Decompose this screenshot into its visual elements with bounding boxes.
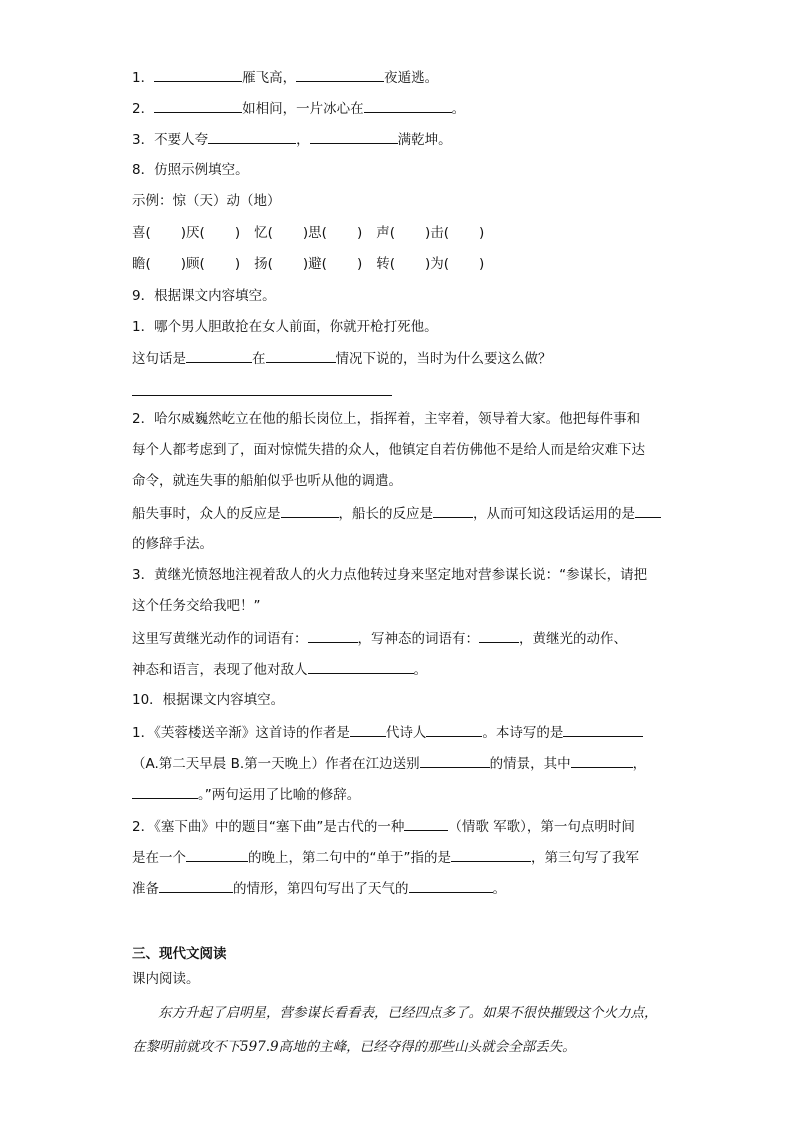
answer-blank[interactable] xyxy=(296,68,384,82)
answer-blank[interactable] xyxy=(433,504,473,518)
text: 神态和语言，表现了他对敌人 xyxy=(132,662,308,678)
answer-line[interactable] xyxy=(132,395,392,396)
q8-example: 示例：惊（天）动（地） xyxy=(132,193,281,209)
text: 。本诗写的是 xyxy=(482,725,564,741)
q9-sub2-question xyxy=(132,504,661,523)
answer-blank[interactable] xyxy=(154,99,242,113)
row-text: 声( xyxy=(376,225,395,241)
row-text: )为( xyxy=(425,256,450,272)
q9-title: 9．根据课文内容填空。 xyxy=(132,288,276,304)
row-text: ) xyxy=(479,256,485,272)
answer-blank[interactable] xyxy=(364,99,452,113)
text: （情歌 军歌），第一句点明时间 xyxy=(448,819,635,835)
text: 在 xyxy=(252,351,266,367)
q9-sub2-question-end: 的修辞手法。 xyxy=(132,536,213,552)
text: ，黄继光的动作、 xyxy=(519,631,627,647)
answer-blank[interactable] xyxy=(310,130,398,144)
answer-blank[interactable] xyxy=(350,723,386,737)
q2-line xyxy=(132,99,465,118)
text: ，第三句写了我军 xyxy=(531,850,639,866)
q9-sub3-line2: 这个任务交给我吧！” xyxy=(132,598,261,614)
q8-title: 8．仿照示例填空。 xyxy=(132,162,249,178)
answer-blank[interactable] xyxy=(479,629,519,643)
q1-text-1: 雁飞高， xyxy=(242,70,297,86)
q3-line xyxy=(132,130,452,149)
text: 。 xyxy=(413,662,427,678)
text: 代诗人 xyxy=(385,725,427,741)
row-text: ) xyxy=(356,256,363,272)
answer-blank[interactable] xyxy=(266,349,336,363)
text: 的情形，第四句写出了天气的 xyxy=(233,881,409,897)
text: 2．《塞下曲》中的题目“塞下曲”是古代的一种 xyxy=(132,819,405,835)
row-text: ) xyxy=(234,225,241,241)
answer-blank[interactable] xyxy=(186,349,252,363)
q1-number: 1． xyxy=(132,70,155,86)
q9-sub3-question-end xyxy=(132,660,427,679)
answer-blank[interactable] xyxy=(563,723,643,737)
reading-paragraph-line2: 在黎明前就攻不下597.9高地的主峰，已经夺得的那些山头就会全部丢失。 xyxy=(132,1039,576,1055)
text: 船失事时，众人的反应是 xyxy=(132,506,281,522)
answer-blank[interactable] xyxy=(571,754,633,768)
q10-line-b xyxy=(132,754,646,773)
q3-text-1: ， xyxy=(296,132,310,148)
row-text: )思( xyxy=(302,225,327,241)
text: 。”两句运用了比喻的修辞。 xyxy=(198,787,361,803)
q9-sub2-line3: 命令，就连失事的船舶似乎也听从他的调遣。 xyxy=(132,473,402,489)
answer-blank[interactable] xyxy=(132,785,198,799)
q10-line-a xyxy=(132,723,643,742)
q1-line xyxy=(132,68,438,87)
q9-sub1: 1．哪个男人胆敢抢在女人前面，你就开枪打死他。 xyxy=(132,319,438,335)
text: 的情景，其中 xyxy=(489,756,571,772)
row-text: )击( xyxy=(425,225,450,241)
row-text: ) xyxy=(356,225,363,241)
q10-line-c xyxy=(132,785,360,804)
q2-text-2: 。 xyxy=(451,101,466,117)
row-text: ) xyxy=(234,256,241,272)
text: 准备 xyxy=(132,881,159,897)
answer-blank[interactable] xyxy=(308,629,358,643)
q9-sub2-line2: 每个人都考虑到了，面对惊慌失措的众人，他镇定自若仿佛他不是给人而是给灾难下达 xyxy=(132,442,645,458)
q10-line-f xyxy=(132,879,506,898)
reading-paragraph-line1: 东方升起了启明星，营参谋长看看表，已经四点多了。如果不很快摧毁这个火力点， xyxy=(158,1005,658,1021)
row-text: ) xyxy=(479,225,485,241)
text: 这里写黄继光动作的词语有： xyxy=(132,631,308,647)
answer-blank[interactable] xyxy=(451,848,531,862)
text: 1．《芙蓉楼送辛渐》这首诗的作者是 xyxy=(132,725,350,741)
q10-line-d xyxy=(132,817,635,836)
answer-blank[interactable] xyxy=(186,848,248,862)
q2-number: 2． xyxy=(132,101,155,117)
q10-line-e xyxy=(132,848,639,867)
q1-text-2: 夜遁逃。 xyxy=(384,70,439,86)
q3-number: 3．不要人夸 xyxy=(132,132,209,148)
answer-blank[interactable] xyxy=(426,723,482,737)
answer-blank[interactable] xyxy=(308,660,414,674)
q9-sub2-line1: 2．哈尔威巍然屹立在他的船长岗位上，指挥着，主宰着，领导着大家。他把每件事和 xyxy=(132,411,641,427)
row-text: 扬( xyxy=(254,256,273,272)
text: 的晚上，第二句中的“单于”指的是 xyxy=(248,850,451,866)
q3-text-2: 满乾坤。 xyxy=(397,132,452,148)
text: 是在一个 xyxy=(132,850,186,866)
row-text: )顾( xyxy=(180,256,205,272)
q8-row-2 xyxy=(132,255,484,273)
row-text: )厌( xyxy=(180,225,205,241)
row-text: )避( xyxy=(302,256,327,272)
q8-row-1 xyxy=(132,224,484,242)
q9-sub3-line1: 3．黄继光愤怒地注视着敌人的火力点他转过身来坚定地对营参谋长说：“参谋长，请把 xyxy=(132,567,648,583)
text: ，从而可知这段话运用的是 xyxy=(473,506,635,522)
row-text: 喜( xyxy=(132,225,151,241)
answer-blank[interactable] xyxy=(420,754,490,768)
answer-blank[interactable] xyxy=(159,879,233,893)
answer-blank[interactable] xyxy=(404,817,448,831)
section-heading: 三、现代文阅读 xyxy=(132,946,227,962)
row-text: 瞻( xyxy=(132,256,151,272)
text: ，写神态的词语有： xyxy=(357,631,479,647)
text: 。 xyxy=(492,881,506,897)
q2-text-1: 如相问，一片冰心在 xyxy=(242,101,364,117)
row-text: 转( xyxy=(376,256,395,272)
text: 情况下说的，当时为什么要这么做？ xyxy=(335,351,552,367)
q10-title: 10．根据课文内容填空。 xyxy=(132,692,285,708)
answer-blank[interactable] xyxy=(635,504,661,518)
row-text: 忆( xyxy=(254,225,273,241)
answer-blank[interactable] xyxy=(281,504,339,518)
answer-blank[interactable] xyxy=(154,68,242,82)
answer-blank[interactable] xyxy=(208,130,296,144)
text: ， xyxy=(632,756,647,772)
text: 这句话是 xyxy=(132,351,186,367)
section-subheading: 课内阅读。 xyxy=(132,971,200,987)
q9-sub1-question xyxy=(132,349,552,368)
q9-sub3-question xyxy=(132,629,627,648)
answer-blank[interactable] xyxy=(409,879,493,893)
text: （A.第二天早晨 B.第一天晚上）作者在江边送别 xyxy=(132,756,420,772)
text: ，船长的反应是 xyxy=(338,506,433,522)
